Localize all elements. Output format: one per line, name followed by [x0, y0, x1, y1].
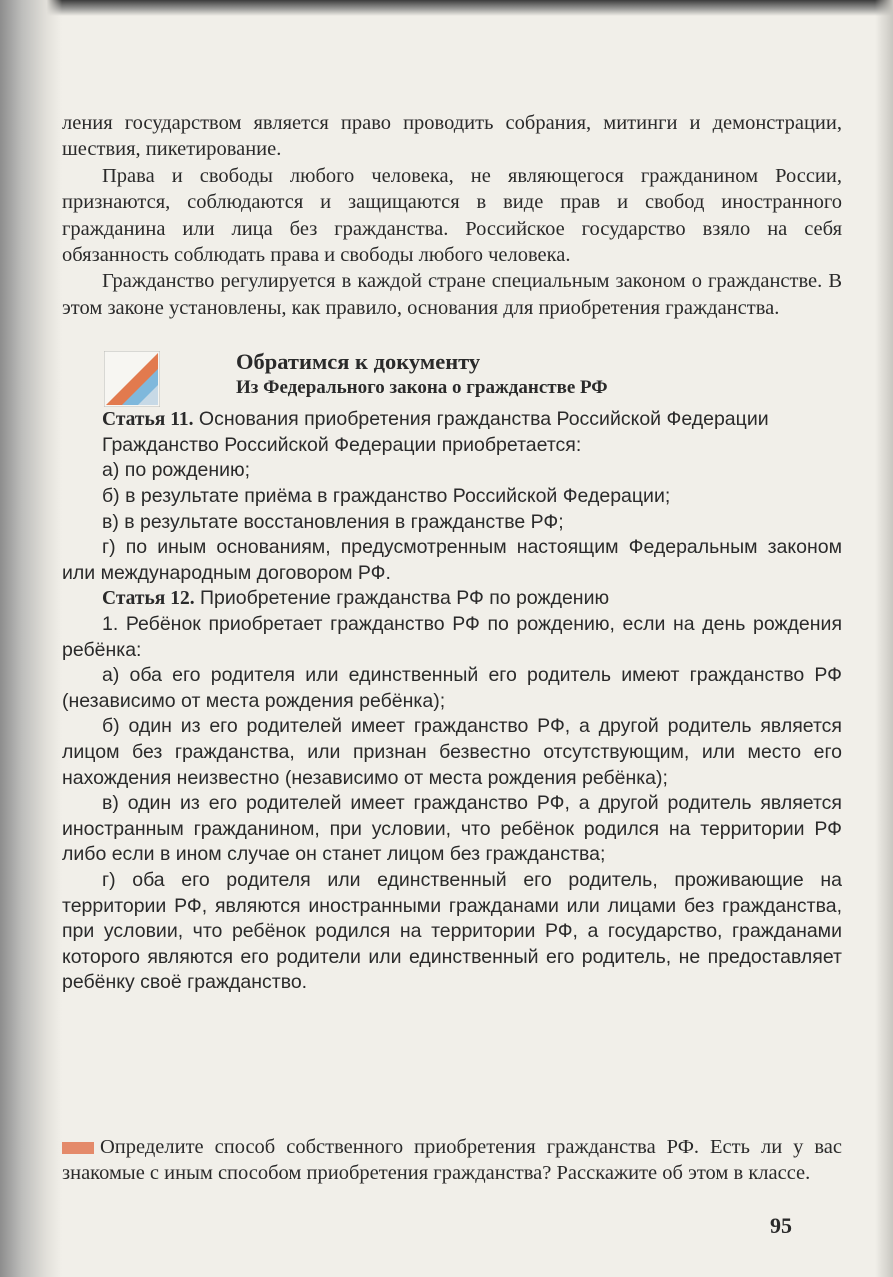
article-11-item: в) в результате восстановления в гражданстве РФ; [102, 510, 564, 533]
paragraph-1: ления государством является право проводить собрания, митинги и демонстрации, шествия, пикетирование. [62, 112, 842, 161]
document-subheading: Из Федерального закона о гражданстве РФ [236, 377, 608, 399]
article-11-intro: Гражданство Российской Федерации приобретается: [102, 433, 582, 456]
article-11-heading [62, 407, 842, 433]
document-heading-block [62, 345, 842, 407]
page-shadow-right [875, 0, 893, 1277]
article-12-heading [62, 586, 842, 612]
article-12-title: Приобретение гражданства РФ по рождению [194, 587, 610, 610]
article-11-item: г) по иным основаниям, предусмотренным настоящим Федеральным законом или международным договором РФ. [62, 536, 842, 584]
question-block [62, 1134, 842, 1187]
document-heading: Обратимся к документу [236, 349, 481, 375]
article-12-item: г) оба его родителя или единственный его родитель, проживающие на территории РФ, являются иностранными гражданами или лицами без гражданства, при условии, что ребёнок родился на территории РФ, а государство, гражданами которого являются его родители или единственный его родитель, не предоставляет ребёнку своё гражданство. [62, 868, 842, 994]
law-excerpt [62, 407, 842, 996]
page-shadow-left [0, 0, 62, 1277]
document-triangles-icon [104, 351, 160, 407]
question-marker-icon [62, 1142, 94, 1154]
page-content [62, 110, 842, 996]
article-12-label: Статья 12. [102, 588, 195, 610]
article-12-item: в) один из его родителей имеет гражданство РФ, а другой родитель является иностранным гражданином, при условии, что ребёнок родился на территории РФ либо если в ином случае он станет лицом без гражданства; [62, 792, 842, 866]
article-12-item: а) оба его родителя или единственный его родитель имеют гражданство РФ (независимо от места рождения ребёнка); [62, 664, 842, 712]
article-11-title: Основания приобретения гражданства Российской Федерации [193, 408, 769, 431]
paragraph-2: Права и свободы любого человека, не являющегося гражданином России, признаются, соблюдаются и защищаются в виде прав и свобод иностранного гражданина или лица без гражданства. Российское государство взяло на себя обязанность соблюдать права и свободы любого человека. [62, 164, 842, 267]
page-number: 95 [770, 1213, 792, 1238]
page-shadow-top [0, 0, 893, 16]
article-11-item: б) в результате приёма в гражданство Российской Федерации; [102, 485, 671, 508]
question-text: Определите способ собственного приобретения гражданства РФ. Есть ли у вас знакомые с иным способом приобретения гражданства? Расскажите об этом в классе. [62, 1135, 842, 1184]
article-11-label: Статья 11. [102, 409, 194, 431]
paragraph-3: Гражданство регулируется в каждой стране специальным законом о гражданстве. В этом законе установлены, как правило, основания для приобретения гражданства. [62, 270, 842, 319]
article-12-intro: 1. Ребёнок приобретает гражданство РФ по рождению, если на день рождения ребёнка: [62, 613, 842, 661]
article-12-item: б) один из его родителей имеет гражданство РФ, а другой родитель является лицом без гражданства, или признан безвестно отсутствующим, или место его нахождения неизвестно (независимо от места рождения ребёнка); [62, 715, 842, 789]
article-11-item: а) по рождению; [102, 459, 251, 482]
